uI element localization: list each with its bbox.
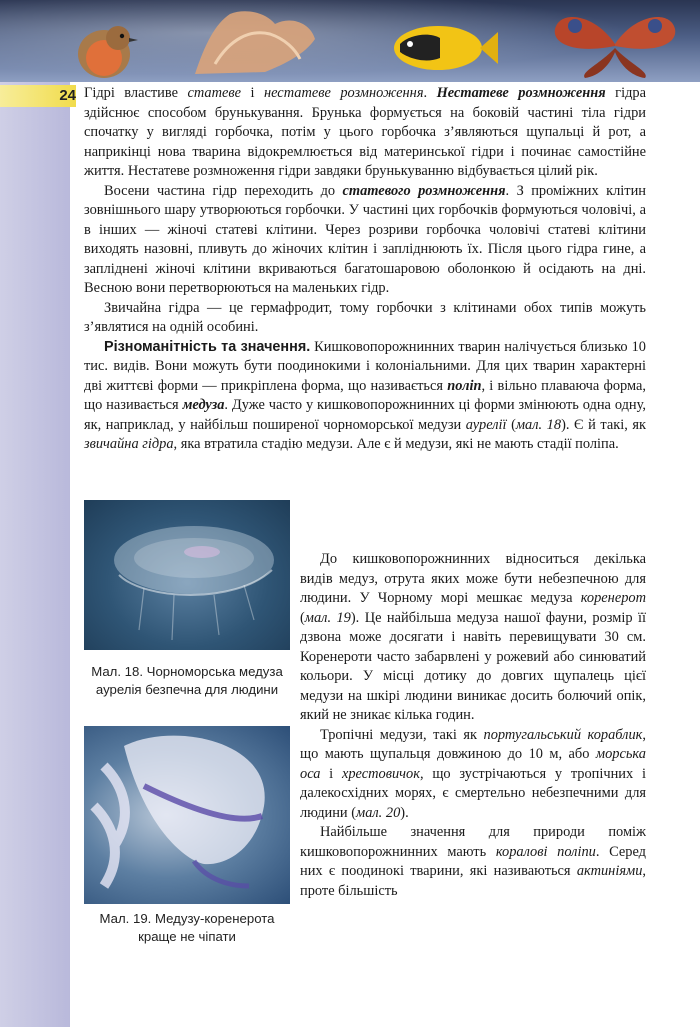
paragraph-tropical: Тропічні медузи, такі як португальський кораблик, що мають щупальця довжиною до 10 м, або морська оса і хрестовичок, що зустрічаються у тропічних і далекосхідних морях, є смертельно небезпечними для людини (мал. 20). bbox=[300, 726, 646, 821]
paragraph-dangerous-jellyfish: До кишковопорожнинних відноситься декілька видів медуз, отрута яких може бути небезпечною для людини. У Чорному морі мешкає медуза коренерот (мал. 19). Це найбільша медуза нашої фауни, розмір її дзвона може досягати і навіть перевищувати 30 см. Коренероти часто забарвлені у рожевий або синюватий кольори. У місці дотику до довгих щупалець цієї медузи на шкірі людини виникає досить болючий опік, який не зникає кілька годин. bbox=[300, 551, 646, 723]
figure-18-photo bbox=[84, 500, 290, 650]
aurelia-jellyfish-image bbox=[84, 500, 290, 650]
figure-18-caption: Мал. 18. Чорноморська медуза аурелія безпечна для людини bbox=[91, 664, 283, 697]
header-banner bbox=[0, 0, 700, 82]
fish-image bbox=[380, 14, 500, 76]
coral-image bbox=[185, 4, 325, 80]
paragraph-diversity: Різноманітність та значення. Кишковопорожнинних тварин налічується близько 10 тис. видів. Вони можуть бути поодинокими і колоніальними. Для цих тварин характерні дві життєві форми — прикріплена форма, що називається поліп, і вільно плаваюча форма, що називається медуза. Дуже часто у кишковопорожнинних ці форми змінюють одна одну, як, наприклад, у найбільш поширеної чорноморської медузи аурелії (мал. 18). Є й такі, як звичайна гідра, яка втратила стадію медузи. Але є й медузи, які не мають стадії поліпа. bbox=[84, 338, 646, 452]
paragraph-corals: Найбільше значення для природи поміж кишковопорожнинних мають коралові поліпи. Серед них є поодинокі тварини, які називаються актиніями, проте більшість bbox=[300, 824, 646, 899]
bird-image bbox=[62, 10, 147, 82]
figure-19-photo bbox=[84, 726, 290, 904]
paragraph-autumn: Восени частина гідр переходить до статевого розмноження. З проміжних клітин зовнішнього шару утворюються горбочки. У частині цих горбочків формуються чоловічі, а в інших — жіночі статеві клітини. Через розриви горбочка чоловічі статеві клітини виходять назовні, пливуть до жіночих клітин і запліднюють їх. Після цього гідра гине, а запліднені жіночі клітини вкриваються багатошаровою оболонкою й осідають на дні. Весною вони перетворюються на маленьких гідр. bbox=[84, 182, 646, 296]
paragraph-hermaphrodite: Звичайна гідра — це гермафродит, тому горбочки з клітинами обох типів можуть з’являтися на одній особині. bbox=[84, 299, 646, 335]
figure-19-caption: Мал. 19. Медузу-коренерота краще не чіпати bbox=[99, 911, 275, 944]
paragraph-reproduction: Гідрі властиве статеве і нестатеве розмноження. Нестатеве розмноження гідра здійснює способом брунькування. Брунька формується на боковій частині тіла гідри спочатку у вигляді горбочка, потім у цього горбочка з’являються щупальці й рот, а наприкінці нова тварина відокремлюється від материнської гідри і починає самостійне життя. Нестатеве розмноження гідри завдяки брунькуванню відбувається цілий рік. bbox=[84, 85, 646, 179]
main-text-column bbox=[300, 492, 646, 901]
page-number: 24 bbox=[59, 87, 76, 104]
main-text-top bbox=[84, 84, 646, 455]
rhizostoma-jellyfish-image bbox=[84, 726, 290, 904]
page-sidebar bbox=[0, 0, 70, 1027]
butterfly-image bbox=[540, 4, 690, 82]
